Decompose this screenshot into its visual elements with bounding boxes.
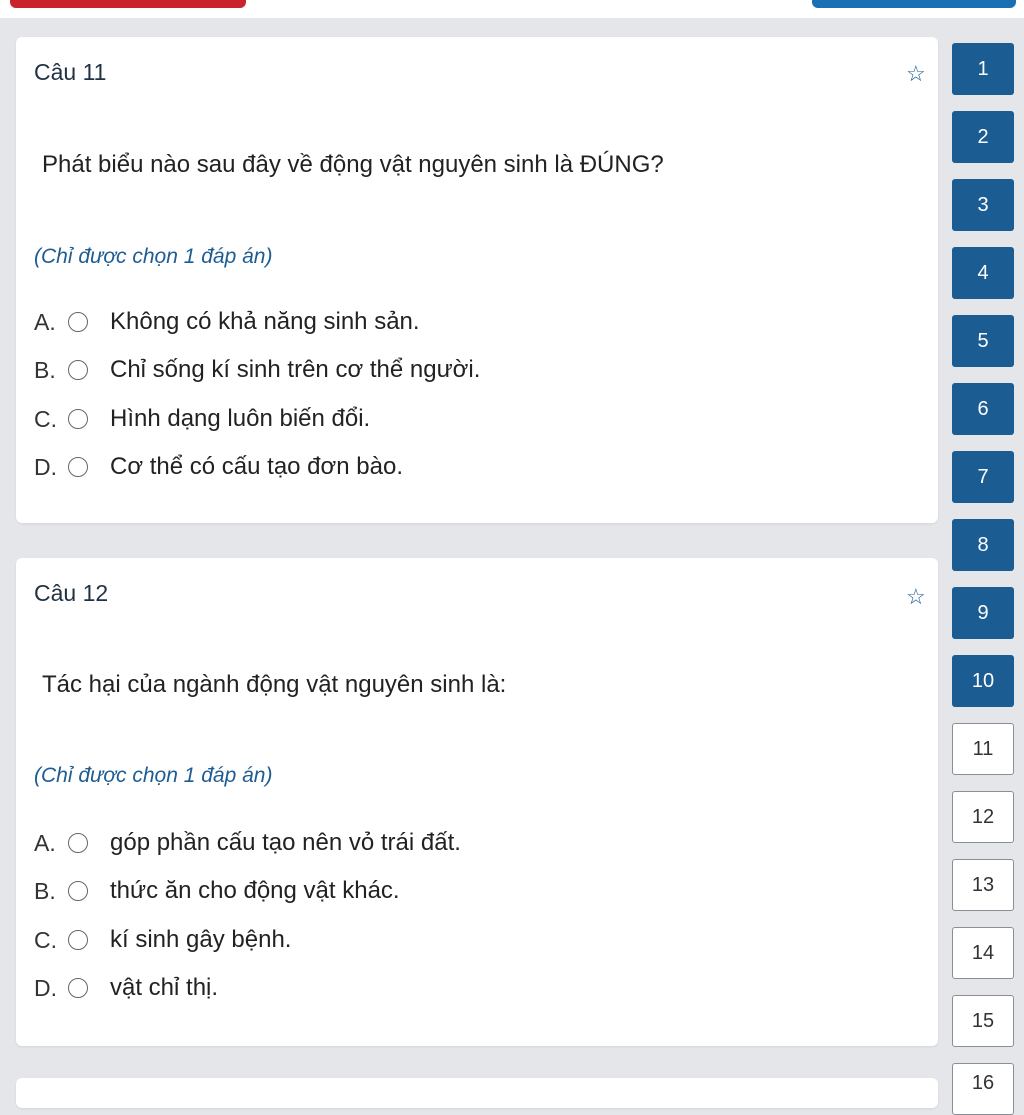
nav-item-5[interactable]: 5 (952, 315, 1014, 367)
option-text: vật chỉ thị. (110, 974, 219, 1001)
nav-item-9[interactable]: 9 (952, 587, 1014, 639)
question-card (16, 558, 938, 1046)
option-letter: B. (34, 356, 56, 383)
option-text: Cơ thể có cấu tạo đơn bào. (110, 453, 403, 480)
option-text: Không có khả năng sinh sản. (110, 308, 420, 335)
radio-button[interactable] (68, 833, 88, 853)
nav-item-6[interactable]: 6 (952, 383, 1014, 435)
nav-item-11[interactable]: 11 (952, 723, 1014, 775)
option-text: thức ăn cho động vật khác. (110, 877, 400, 904)
option-letter: A. (34, 308, 56, 335)
star-icon[interactable]: ☆ (906, 584, 926, 609)
nav-item-7[interactable]: 7 (952, 451, 1014, 503)
answer-hint: (Chỉ được chọn 1 đáp án) (34, 764, 273, 787)
nav-item-16[interactable]: 16 (952, 1063, 1014, 1115)
radio-button[interactable] (68, 457, 88, 477)
nav-item-3[interactable]: 3 (952, 179, 1014, 231)
option-a[interactable] (34, 828, 461, 858)
radio-button[interactable] (68, 312, 88, 332)
nav-item-10[interactable]: 10 (952, 655, 1014, 707)
option-letter: D. (34, 974, 57, 1001)
question-text: Tác hại của ngành động vật nguyên sinh là: (42, 671, 507, 698)
option-letter: B. (34, 877, 56, 904)
question-title: Câu 11 (34, 59, 107, 85)
radio-button[interactable] (68, 360, 88, 380)
nav-item-13[interactable]: 13 (952, 859, 1014, 911)
radio-button[interactable] (68, 881, 88, 901)
question-card (16, 37, 938, 523)
option-text: góp phần cấu tạo nên vỏ trái đất. (110, 829, 461, 856)
nav-item-2[interactable]: 2 (952, 111, 1014, 163)
option-letter: D. (34, 453, 57, 480)
option-c[interactable] (34, 925, 291, 955)
option-text: Hình dạng luôn biến đổi. (110, 405, 371, 432)
nav-item-15[interactable]: 15 (952, 995, 1014, 1047)
top-toolbar (0, 0, 1024, 18)
star-icon[interactable]: ☆ (906, 61, 926, 86)
radio-button[interactable] (68, 930, 88, 950)
question-card-next (16, 1078, 938, 1108)
option-text: Chỉ sống kí sinh trên cơ thể người. (110, 356, 481, 383)
question-title: Câu 12 (34, 580, 109, 606)
option-letter: C. (34, 405, 57, 432)
nav-item-4[interactable]: 4 (952, 247, 1014, 299)
option-d[interactable] (34, 973, 218, 1003)
submit-button[interactable] (10, 0, 246, 8)
option-d[interactable] (34, 452, 403, 482)
question-text: Phát biểu nào sau đây về động vật nguyên sinh là ĐÚNG? (42, 151, 664, 178)
nav-item-8[interactable]: 8 (952, 519, 1014, 571)
radio-button[interactable] (68, 409, 88, 429)
option-letter: C. (34, 926, 57, 953)
nav-item-14[interactable]: 14 (952, 927, 1014, 979)
radio-button[interactable] (68, 978, 88, 998)
option-b[interactable] (34, 876, 400, 906)
nav-item-1[interactable]: 1 (952, 43, 1014, 95)
option-b[interactable] (34, 355, 480, 385)
option-text: kí sinh gây bệnh. (110, 926, 292, 953)
option-c[interactable] (34, 404, 370, 434)
nav-item-12[interactable]: 12 (952, 791, 1014, 843)
answer-hint: (Chỉ được chọn 1 đáp án) (34, 245, 273, 268)
question-navigator (952, 0, 1024, 1092)
option-letter: A. (34, 829, 56, 856)
option-a[interactable] (34, 307, 420, 337)
